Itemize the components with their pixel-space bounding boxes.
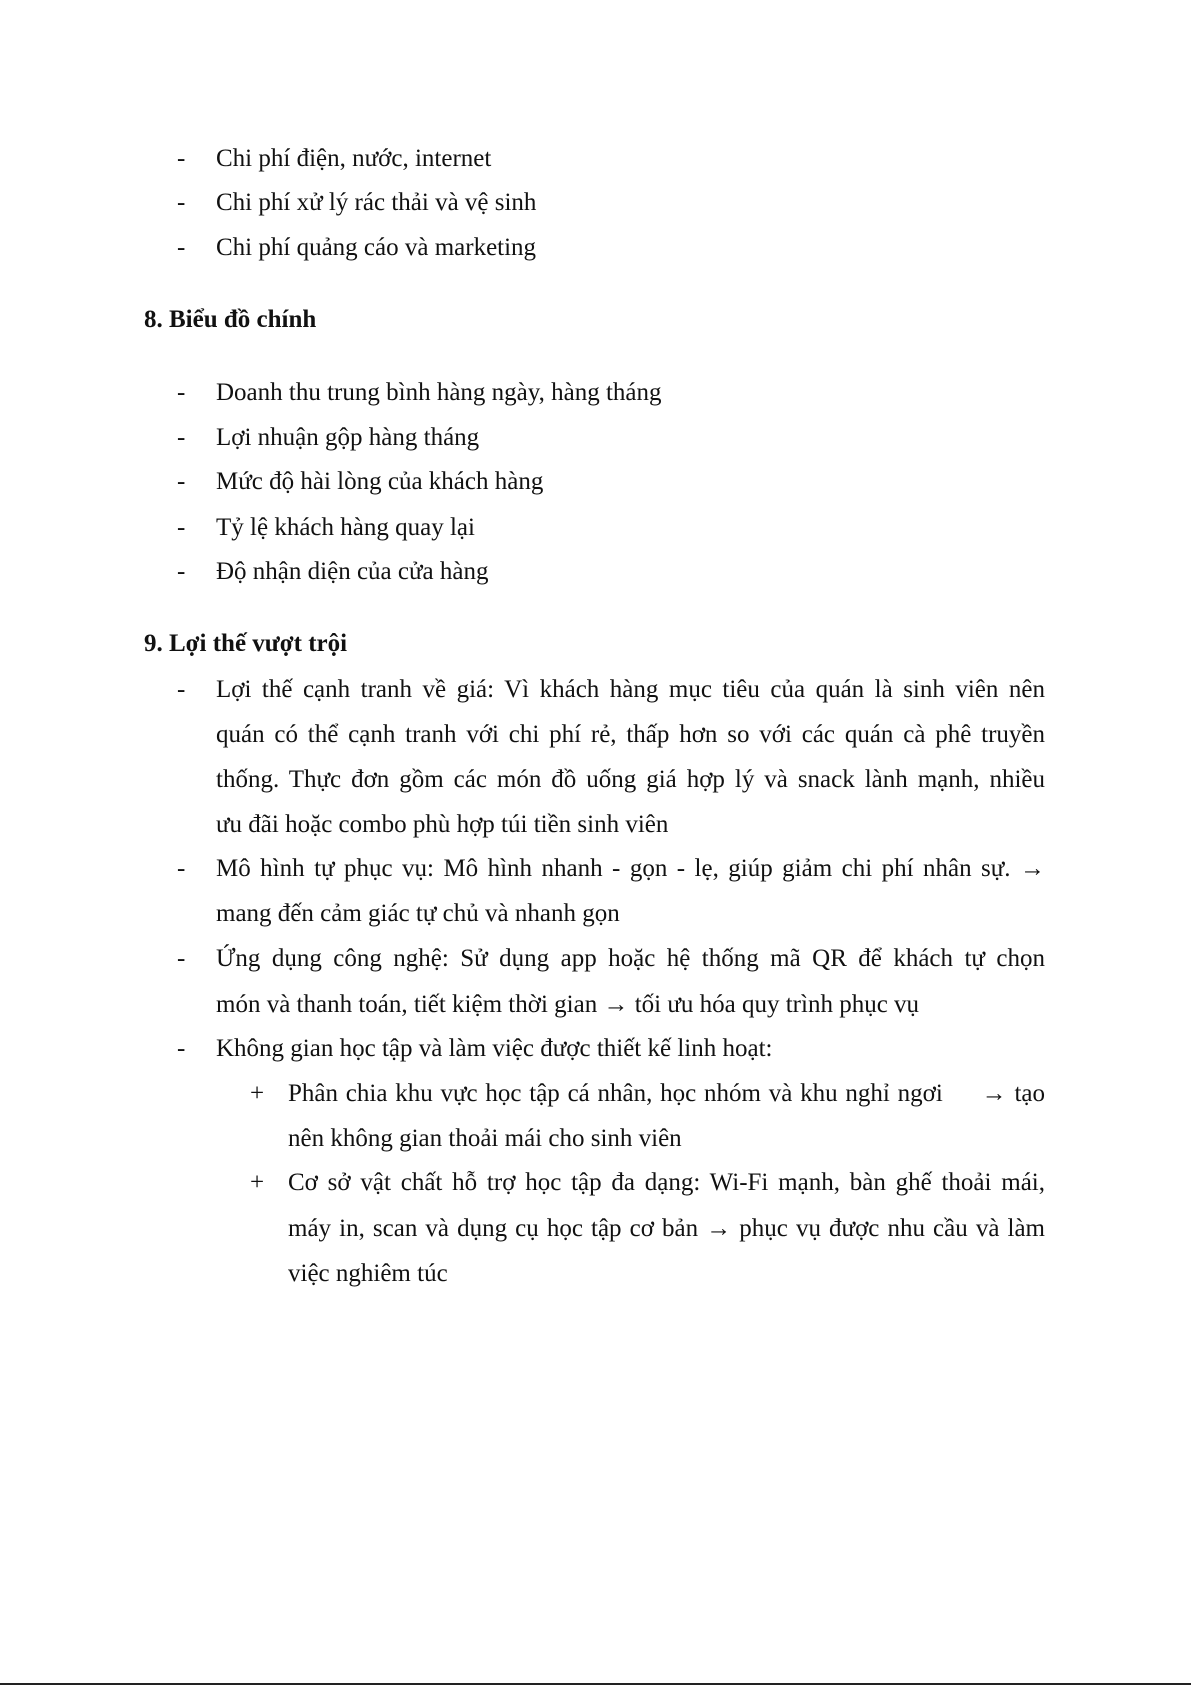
price-advantage-line-1: Lợi thế cạnh tranh về giá: Vì khách hàng mục tiêu của quán là sinh viên nên <box>216 676 1045 703</box>
facilities-line-1: Cơ sở vật chất hỗ trợ học tập đa dạng: Wi-Fi mạnh, bàn ghế thoải mái, <box>288 1169 1045 1196</box>
zoning-line-1: Phân chia khu vực học tập cá nhân, học nhóm và khu nghỉ ngơi → tạo <box>288 1080 1045 1107</box>
workspace-item: Không gian học tập và làm việc được thiết kế linh hoạt: <box>216 1035 773 1062</box>
section-9-heading: 9. Lợi thế vượt trội <box>144 630 348 657</box>
self-service-line-1: Mô hình tự phục vụ: Mô hình nhanh - gọn - lẹ, giúp giảm chi phí nhân sự. → <box>216 855 1045 882</box>
sub-bullet: + <box>250 1169 265 1196</box>
paragraph-line <box>216 944 1045 974</box>
paragraph-line <box>288 1079 1045 1109</box>
list-bullet: - <box>177 1035 186 1062</box>
list-item: Chi phí quảng cáo và marketing <box>216 234 537 261</box>
technology-line-2: món và thanh toán, tiết kiệm thời gian → tối ưu hóa quy trình phục vụ <box>216 991 920 1018</box>
list-bullet: - <box>177 379 186 406</box>
self-service-line-2: mang đến cảm giác tự chủ và nhanh gọn <box>216 900 620 927</box>
list-bullet: - <box>177 558 186 585</box>
facilities-line-3: việc nghiêm túc <box>288 1260 448 1287</box>
list-bullet: - <box>177 468 186 495</box>
list-item: Chi phí xử lý rác thải và vệ sinh <box>216 189 537 216</box>
price-advantage-line-3: thống. Thực đơn gồm các món đồ uống giá hợp lý và snack lành mạnh, nhiều <box>216 766 1045 793</box>
list-item: Tỷ lệ khách hàng quay lại <box>216 514 475 541</box>
sub-bullet: + <box>250 1080 265 1107</box>
list-item: Lợi nhuận gộp hàng tháng <box>216 424 480 451</box>
list-item: Doanh thu trung bình hàng ngày, hàng tháng <box>216 379 662 406</box>
paragraph-line <box>216 854 1045 884</box>
zoning-line-2: nên không gian thoải mái cho sinh viên <box>288 1125 682 1152</box>
list-bullet: - <box>177 514 186 541</box>
list-bullet: - <box>177 234 186 261</box>
paragraph-line <box>288 1168 1045 1198</box>
list-bullet: - <box>177 145 186 172</box>
list-bullet: - <box>177 189 186 216</box>
price-advantage-line-4: ưu đãi hoặc combo phù hợp túi tiền sinh viên <box>216 811 669 838</box>
paragraph-line <box>288 1214 1045 1244</box>
list-bullet: - <box>177 424 186 451</box>
list-bullet: - <box>177 945 186 972</box>
list-bullet: - <box>177 855 186 882</box>
paragraph-line <box>216 720 1045 750</box>
price-advantage-line-2: quán có thể cạnh tranh với chi phí rẻ, thấp hơn so với các quán cà phê truyền <box>216 721 1045 748</box>
section-8-heading: 8. Biểu đồ chính <box>144 306 317 333</box>
technology-line-1: Ứng dụng công nghệ: Sử dụng app hoặc hệ thống mã QR để khách tự chọn <box>216 945 1045 972</box>
list-item: Chi phí điện, nước, internet <box>216 145 492 172</box>
list-bullet: - <box>177 676 186 703</box>
paragraph-line <box>216 765 1045 795</box>
list-item: Độ nhận diện của cửa hàng <box>216 558 489 585</box>
list-item: Mức độ hài lòng của khách hàng <box>216 468 544 495</box>
paragraph-line <box>216 675 1045 705</box>
facilities-line-2: máy in, scan và dụng cụ học tập cơ bản → phục vụ được nhu cầu và làm <box>288 1215 1045 1242</box>
